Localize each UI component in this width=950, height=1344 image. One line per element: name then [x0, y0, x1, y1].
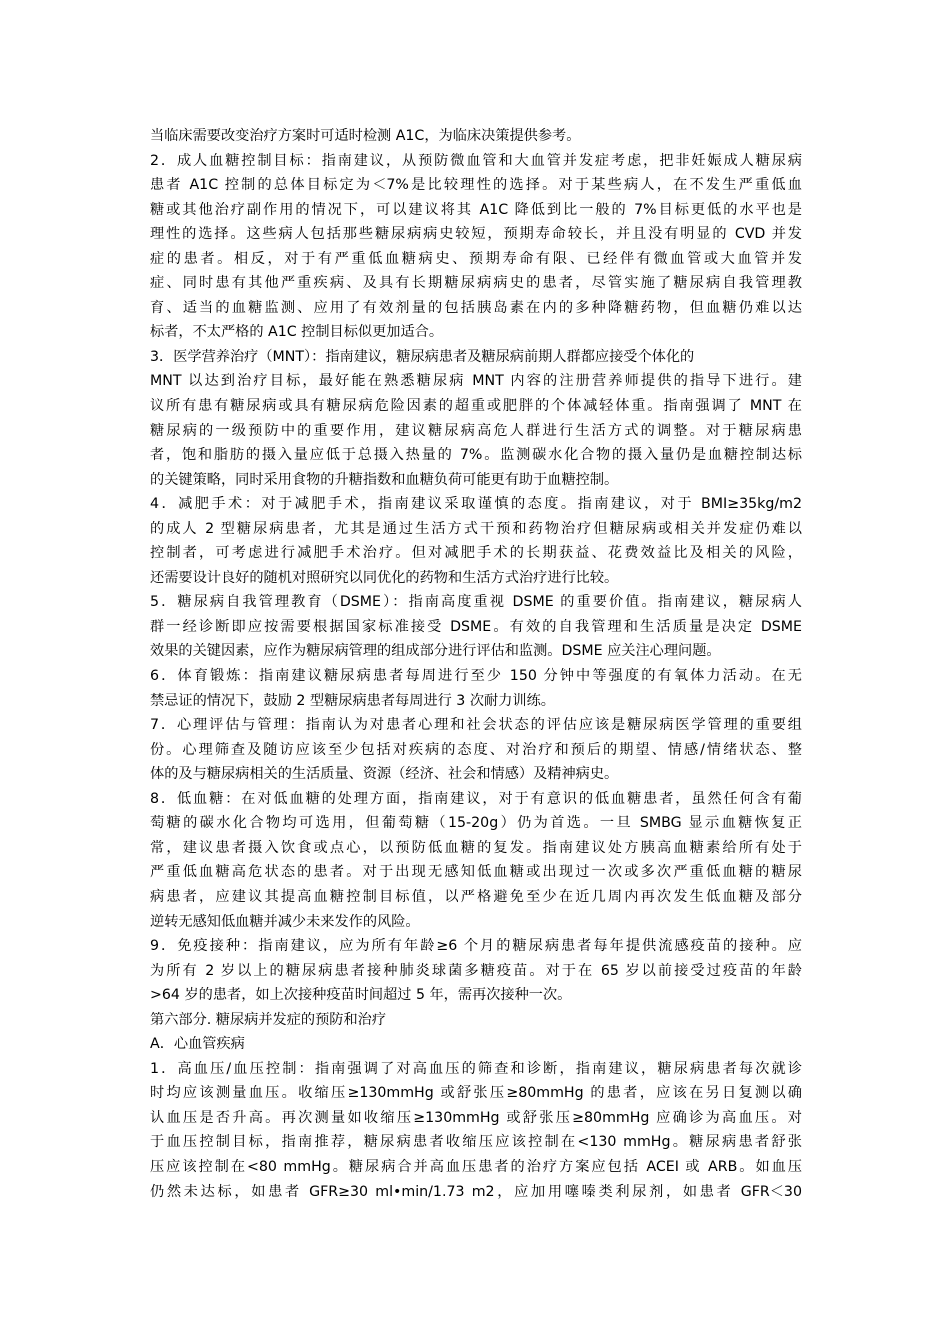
text-line: 育、适当的血糖监测、应用了有效剂量的包括胰岛素在内的多种降糖药物，但血糖仍难以达: [150, 299, 802, 316]
text-line: 常，建议患者摄入饮食或点心，以预防低血糖的复发。指南建议处方胰高血糖素给所有处于: [150, 839, 802, 856]
text-line: 5．糖尿病自我管理教育（DSME）：指南高度重视 DSME 的重要价值。指南建议，糖尿病人: [150, 594, 802, 611]
text-line: 于血压控制目标，指南推荐，糖尿病患者收缩压应该控制在<130 mmHg。糖尿病患者舒张: [150, 1134, 802, 1151]
text-line: 标者，不太严格的 A1C 控制目标似更加适合。: [150, 324, 444, 341]
text-line: 禁忌证的情况下，鼓励 2 型糖尿病患者每周进行 3 次耐力训练。: [150, 692, 555, 709]
text-line: 症、同时患有其他严重疾病、及具有长期糖尿病病史的患者，尽管实施了糖尿病自我管理教: [150, 275, 802, 292]
text-line: 时均应该测量血压。收缩压≥130mmHg 或舒张压≥80mmHg 的患者，应该在另日复测以确: [150, 1085, 802, 1102]
text-line: 9．免疫接种：指南建议，应为所有年龄≥6 个月的糖尿病患者每年提供流感疫苗的接种。应: [150, 938, 802, 955]
text-line: 议所有患有糖尿病或具有糖尿病危险因素的超重或肥胖的个体减轻体重。指南强调了 MNT 在: [150, 398, 802, 415]
text-line: 仍然未达标，如患者 GFR≥30 ml•min/1.73 m2，应加用噻嗪类利尿剂，如患者 GFR＜30: [150, 1183, 802, 1200]
text-line: 第六部分. 糖尿病并发症的预防和治疗: [150, 1011, 387, 1028]
text-line: 病患者，应建议其提高血糖控制目标值，以严格避免至少在近几周内再次发生低血糖及部分: [150, 888, 802, 905]
text-line: 者，饱和脂肪的摄入量应低于总摄入热量的 7%。监测碳水化合物的摄入量仍是血糖控制达标: [150, 447, 802, 464]
text-line: 压应该控制在<80 mmHg。糖尿病合并高血压患者的治疗方案应包括 ACEI 或 ARB。如血压: [150, 1158, 802, 1175]
text-line: 症的患者。相反，对于有严重低血糖病史、预期寿命有限、已经伴有微血管或大血管并发: [150, 250, 802, 267]
text-line: 糖尿病的一级预防中的重要作用，建议糖尿病高危人群进行生活方式的调整。对于糖尿病患: [150, 422, 802, 439]
text-line: 为所有 2 岁以上的糖尿病患者接种肺炎球菌多糖疫苗。对于在 65 岁以前接受过疫苗的年龄: [150, 962, 802, 979]
text-line: 还需要设计良好的随机对照研究以同优化的药物和生活方式治疗进行比较。: [150, 569, 619, 586]
text-line: 认血压是否升高。再次测量如收缩压≥130mmHg 或舒张压≥80mmHg 应确诊为高血压。对: [150, 1109, 802, 1126]
document-page: [150, 124, 802, 1204]
text-line: 的成人 2 型糖尿病患者，尤其是通过生活方式干预和药物治疗但糖尿病或相关并发症仍难以: [150, 520, 802, 537]
text-line: 8．低血糖：在对低血糖的处理方面，指南建议，对于有意识的低血糖患者，虽然任何含有葡: [150, 790, 802, 807]
text-line: 6．体育锻炼：指南建议糖尿病患者每周进行至少 150 分钟中等强度的有氧体力活动。在无: [150, 668, 802, 685]
text-line: 群一经诊断即应按需要根据国家标准接受 DSME。有效的自我管理和生活质量是决定 DSME: [150, 618, 802, 635]
text-line: 萄糖的碳水化合物均可选用，但葡萄糖（15-20g）仍为首选。一旦 SMBG 显示血糖恢复正: [150, 815, 802, 832]
text-line: MNT 以达到治疗目标，最好能在熟悉糖尿病 MNT 内容的注册营养师提供的指导下进行。建: [150, 373, 802, 390]
text-line: 逆转无感知低血糖并减少未来发作的风险。: [150, 913, 420, 930]
text-line: 2．成人血糖控制目标：指南建议，从预防微血管和大血管并发症考虑，把非妊娠成人糖尿病: [150, 152, 802, 169]
text-line: 控制者，可考虑进行减肥手术治疗。但对减肥手术的长期获益、花费效益比及相关的风险，: [150, 545, 802, 562]
text-line: 理性的选择。这些病人包括那些糖尿病病史较短，预期寿命较长，并且没有明显的 CVD 并发: [150, 226, 802, 243]
text-line: 1．高血压/血压控制：指南强调了对高血压的筛查和诊断，指南建议，糖尿病患者每次就诊: [150, 1060, 802, 1077]
text-line: 3．医学营养治疗（MNT）：指南建议，糖尿病患者及糖尿病前期人群都应接受个体化的: [150, 348, 695, 365]
text-line: A．心血管疾病: [150, 1036, 245, 1053]
text-line: 份。心理筛查及随访应该至少包括对疾病的态度、对治疗和预后的期望、情感/情绪状态、整: [150, 741, 802, 758]
text-line: 体的及与糖尿病相关的生活质量、资源（经济、社会和情感）及精神病史。: [150, 766, 619, 783]
text-line: 患者 A1C 控制的总体目标定为＜7%是比较理性的选择。对于某些病人，在不发生严重低血: [150, 177, 802, 194]
text-line: >64 岁的患者，如上次接种疫苗时间超过 5 年，需再次接种一次。: [150, 987, 572, 1004]
text-line: 严重低血糖高危状态的患者。对于出现无感知低血糖或出现过一次或多次严重低血糖的糖尿: [150, 864, 802, 881]
text-line: 7．心理评估与管理：指南认为对患者心理和社会状态的评估应该是糖尿病医学管理的重要组: [150, 717, 802, 734]
text-line: 的关键策略，同时采用食物的升糖指数和血糖负荷可能更有助于血糖控制。: [150, 471, 619, 488]
text-line: 4．减肥手术：对于减肥手术，指南建议采取谨慎的态度。指南建议，对于 BMI≥35kg/m2: [150, 496, 802, 513]
text-line: 当临床需要改变治疗方案时可适时检测 A1C，为临床决策提供参考。: [150, 128, 581, 144]
text-line: 糖或其他治疗副作用的情况下，可以建议将其 A1C 降低到比一般的 7%目标更低的水平也是: [150, 201, 802, 218]
text-line: 效果的关键因素，应作为糖尿病管理的组成部分进行评估和监测。DSME 应关注心理问题。: [150, 643, 721, 660]
